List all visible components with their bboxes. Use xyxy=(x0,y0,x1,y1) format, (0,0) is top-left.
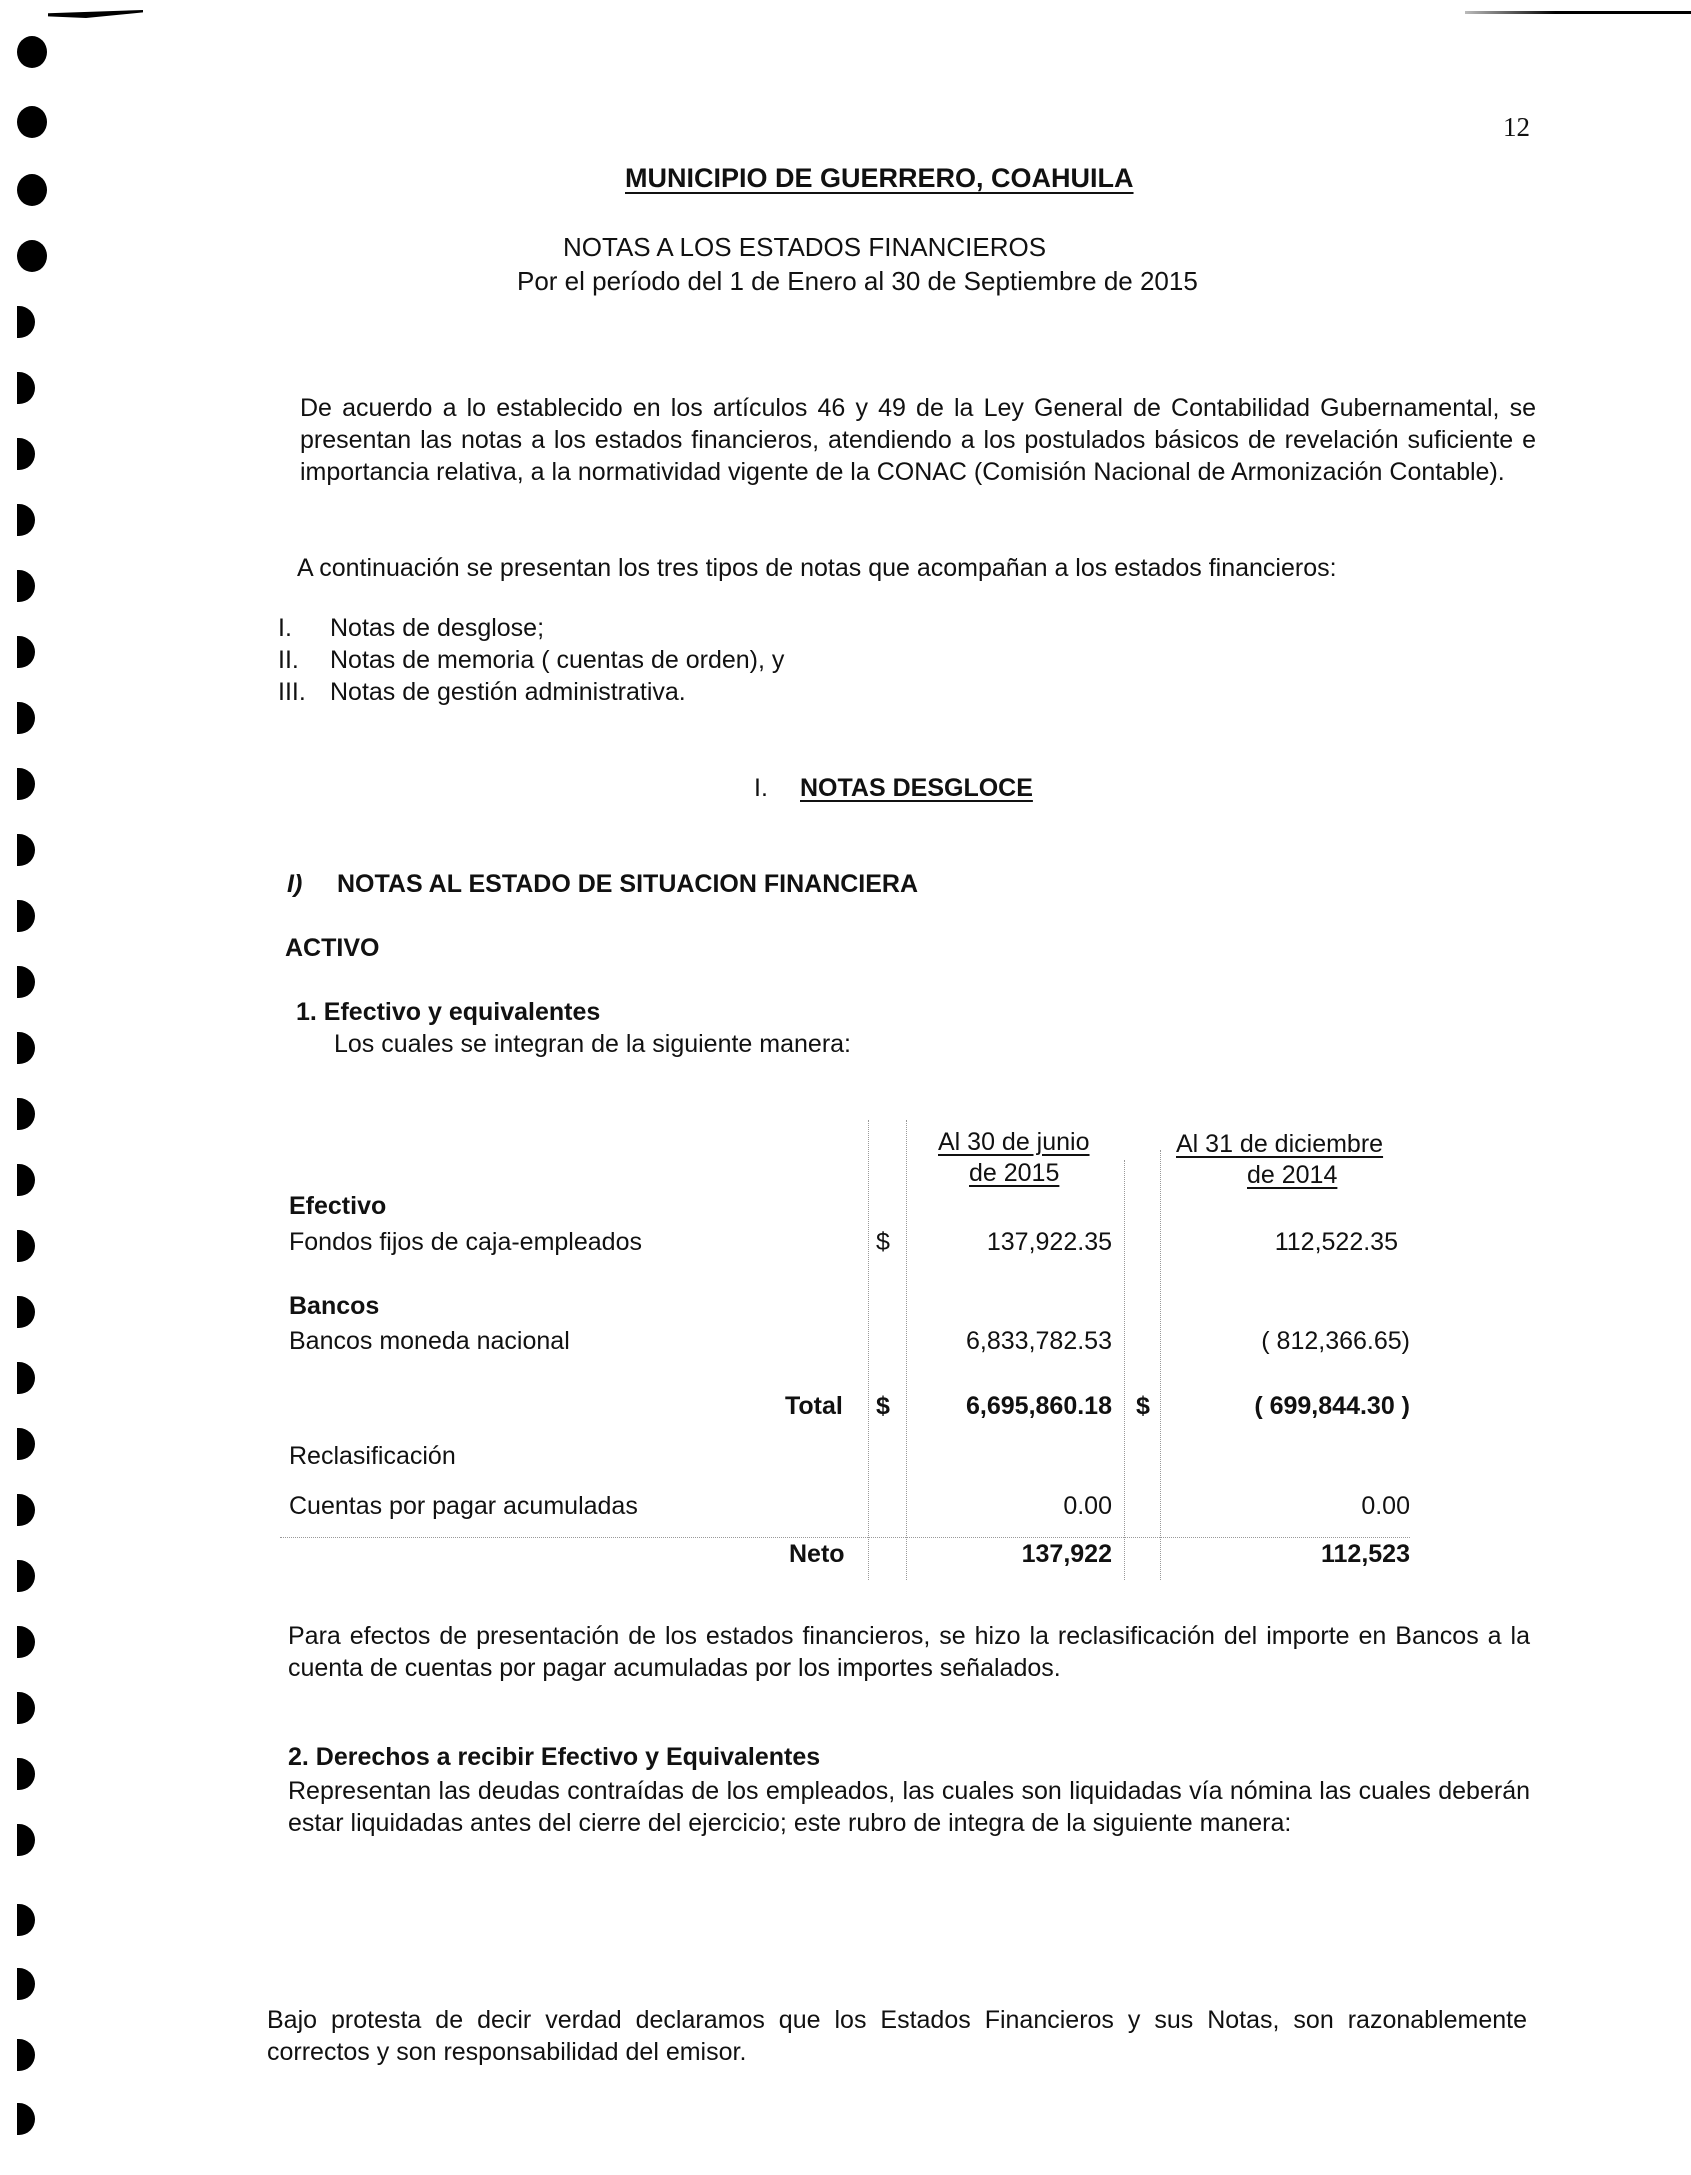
binder-hole xyxy=(17,2103,35,2135)
fondos-2015-value: 137,922.35 xyxy=(986,1228,1112,1256)
list-item xyxy=(278,614,544,643)
binder-hole xyxy=(17,1904,35,1936)
binder-hole xyxy=(17,1824,35,1856)
binder-hole xyxy=(17,1560,35,1592)
intro-lead: A continuación se presentan los tres tipos de notas que acompañan a los estados financieros: xyxy=(297,554,1337,582)
binder-hole xyxy=(17,834,35,866)
binder-hole xyxy=(17,1296,35,1328)
column-guide xyxy=(1160,1150,1161,1580)
document-subtitle: NOTAS A LOS ESTADOS FINANCIEROS xyxy=(563,232,1047,262)
bancos-mn-2015-value: 6,833,782.53 xyxy=(966,1327,1112,1355)
subsection-marker: I) xyxy=(287,870,303,898)
binder-hole xyxy=(17,1230,35,1262)
col-2014-header-line2: de 2014 xyxy=(1247,1161,1338,1189)
list-item-number: III. xyxy=(278,678,306,706)
column-guide xyxy=(1124,1160,1125,1580)
binder-hole xyxy=(17,1494,35,1526)
list-item-number: I. xyxy=(278,614,292,642)
declaration-paragraph: Bajo protesta de decir verdad declaramos que los Estados Financieros y sus Notas, son razonablemente correctos y son responsabilidad del emisor. xyxy=(267,2006,1527,2066)
binder-hole xyxy=(17,570,35,602)
neto-2015-value: 137,922 xyxy=(1021,1540,1112,1568)
list-item-text: Notas de memoria ( cuentas de orden), y xyxy=(330,646,785,674)
binder-hole xyxy=(17,636,35,668)
list-item xyxy=(278,678,686,707)
neto-label: Neto xyxy=(789,1540,845,1568)
bancos-mn-label: Bancos moneda nacional xyxy=(289,1327,570,1355)
list-item-number: II. xyxy=(278,646,299,674)
reclassification-explanation: Para efectos de presentación de los estados financieros, se hizo la reclasificación del importe en Bancos a la cuenta de cuentas por pagar acumuladas por los importes señalados. xyxy=(288,1622,1530,1682)
binder-hole xyxy=(17,966,35,998)
fondos-label: Fondos fijos de caja-empleados xyxy=(289,1228,642,1256)
binder-hole xyxy=(17,702,35,734)
col-2015-header-line1: Al 30 de junio xyxy=(938,1128,1090,1156)
document-period: Por el período del 1 de Enero al 30 de Septiembre de 2015 xyxy=(517,266,1198,296)
reclasificacion-label: Reclasificación xyxy=(289,1442,456,1470)
list-item-text: Notas de gestión administrativa. xyxy=(330,678,686,706)
binder-hole xyxy=(17,372,35,404)
scan-artifact-mark xyxy=(48,10,143,18)
binder-hole xyxy=(17,306,35,338)
cuentas-label: Cuentas por pagar acumuladas xyxy=(289,1492,638,1520)
binder-hole xyxy=(17,1098,35,1130)
binder-hole xyxy=(17,1032,35,1064)
note2-paragraph: Representan las deudas contraídas de los empleados, las cuales son liquidadas vía nómina las cuales deberán estar liquidadas antes del cierre del ejercicio; este rubro de integra de la siguiente manera: xyxy=(288,1777,1530,1837)
total-2014-currency: $ xyxy=(1136,1392,1150,1420)
scan-artifact-line xyxy=(1465,11,1691,14)
col-2014-header-line1: Al 31 de diciembre xyxy=(1176,1130,1384,1158)
neto-2014-value: 112,523 xyxy=(1321,1540,1410,1568)
binder-hole xyxy=(17,438,35,470)
col-2015-header-line2: de 2015 xyxy=(969,1159,1060,1187)
subsection-title: NOTAS AL ESTADO DE SITUACION FINANCIERA xyxy=(337,870,919,898)
total-2015-value: 6,695,860.18 xyxy=(966,1392,1112,1420)
intro-paragraph: De acuerdo a lo establecido en los artículos 46 y 49 de la Ley General de Contabilidad Gubernamental, se presentan las notas a los estados financieros, atendiendo a los postulados básicos de revelación suficiente e importancia relativa, a la normatividad vigente de la CONAC (Comisión Nacional de Armonización Contable). xyxy=(300,394,1536,486)
binder-hole xyxy=(17,2039,35,2071)
fondos-currency: $ xyxy=(876,1228,890,1256)
bancos-label: Bancos xyxy=(289,1292,380,1320)
section-title: NOTAS DESGLOCE xyxy=(800,774,1033,802)
note2-heading: 2. Derechos a recibir Efectivo y Equivalentes xyxy=(288,1743,821,1771)
total-2015-currency: $ xyxy=(876,1392,890,1420)
binder-hole xyxy=(17,1164,35,1196)
binder-hole xyxy=(17,1626,35,1658)
binder-hole xyxy=(17,106,47,138)
cuentas-2014-value: 0.00 xyxy=(1361,1492,1410,1520)
note1-heading: 1. Efectivo y equivalentes xyxy=(296,998,601,1026)
efectivo-label: Efectivo xyxy=(289,1192,387,1220)
binder-hole xyxy=(17,768,35,800)
total-label: Total xyxy=(785,1392,843,1420)
net-separator xyxy=(280,1537,1410,1538)
group-heading: ACTIVO xyxy=(285,934,380,962)
binder-hole xyxy=(17,1428,35,1460)
binder-hole xyxy=(17,1362,35,1394)
cuentas-2015-value: 0.00 xyxy=(1063,1492,1112,1520)
page-number: 12 xyxy=(1503,112,1530,142)
list-item xyxy=(278,646,784,675)
list-item-text: Notas de desglose; xyxy=(330,614,545,642)
column-guide xyxy=(868,1120,869,1580)
bancos-mn-2014-value: ( 812,366.65) xyxy=(1261,1327,1410,1355)
binder-hole xyxy=(17,36,47,68)
total-2014-value: ( 699,844.30 ) xyxy=(1254,1392,1410,1420)
binder-hole xyxy=(17,240,47,272)
binder-hole xyxy=(17,1692,35,1724)
binder-hole xyxy=(17,900,35,932)
binder-hole xyxy=(17,504,35,536)
fondos-2014-value: 112,522.35 xyxy=(1274,1228,1398,1256)
note1-intro: Los cuales se integran de la siguiente manera: xyxy=(334,1030,851,1058)
binder-hole xyxy=(17,1758,35,1790)
binder-hole xyxy=(17,174,47,206)
document-title: MUNICIPIO DE GUERRERO, COAHUILA xyxy=(625,163,1134,193)
binder-hole xyxy=(17,1968,35,2000)
section-number: I. xyxy=(754,774,768,802)
